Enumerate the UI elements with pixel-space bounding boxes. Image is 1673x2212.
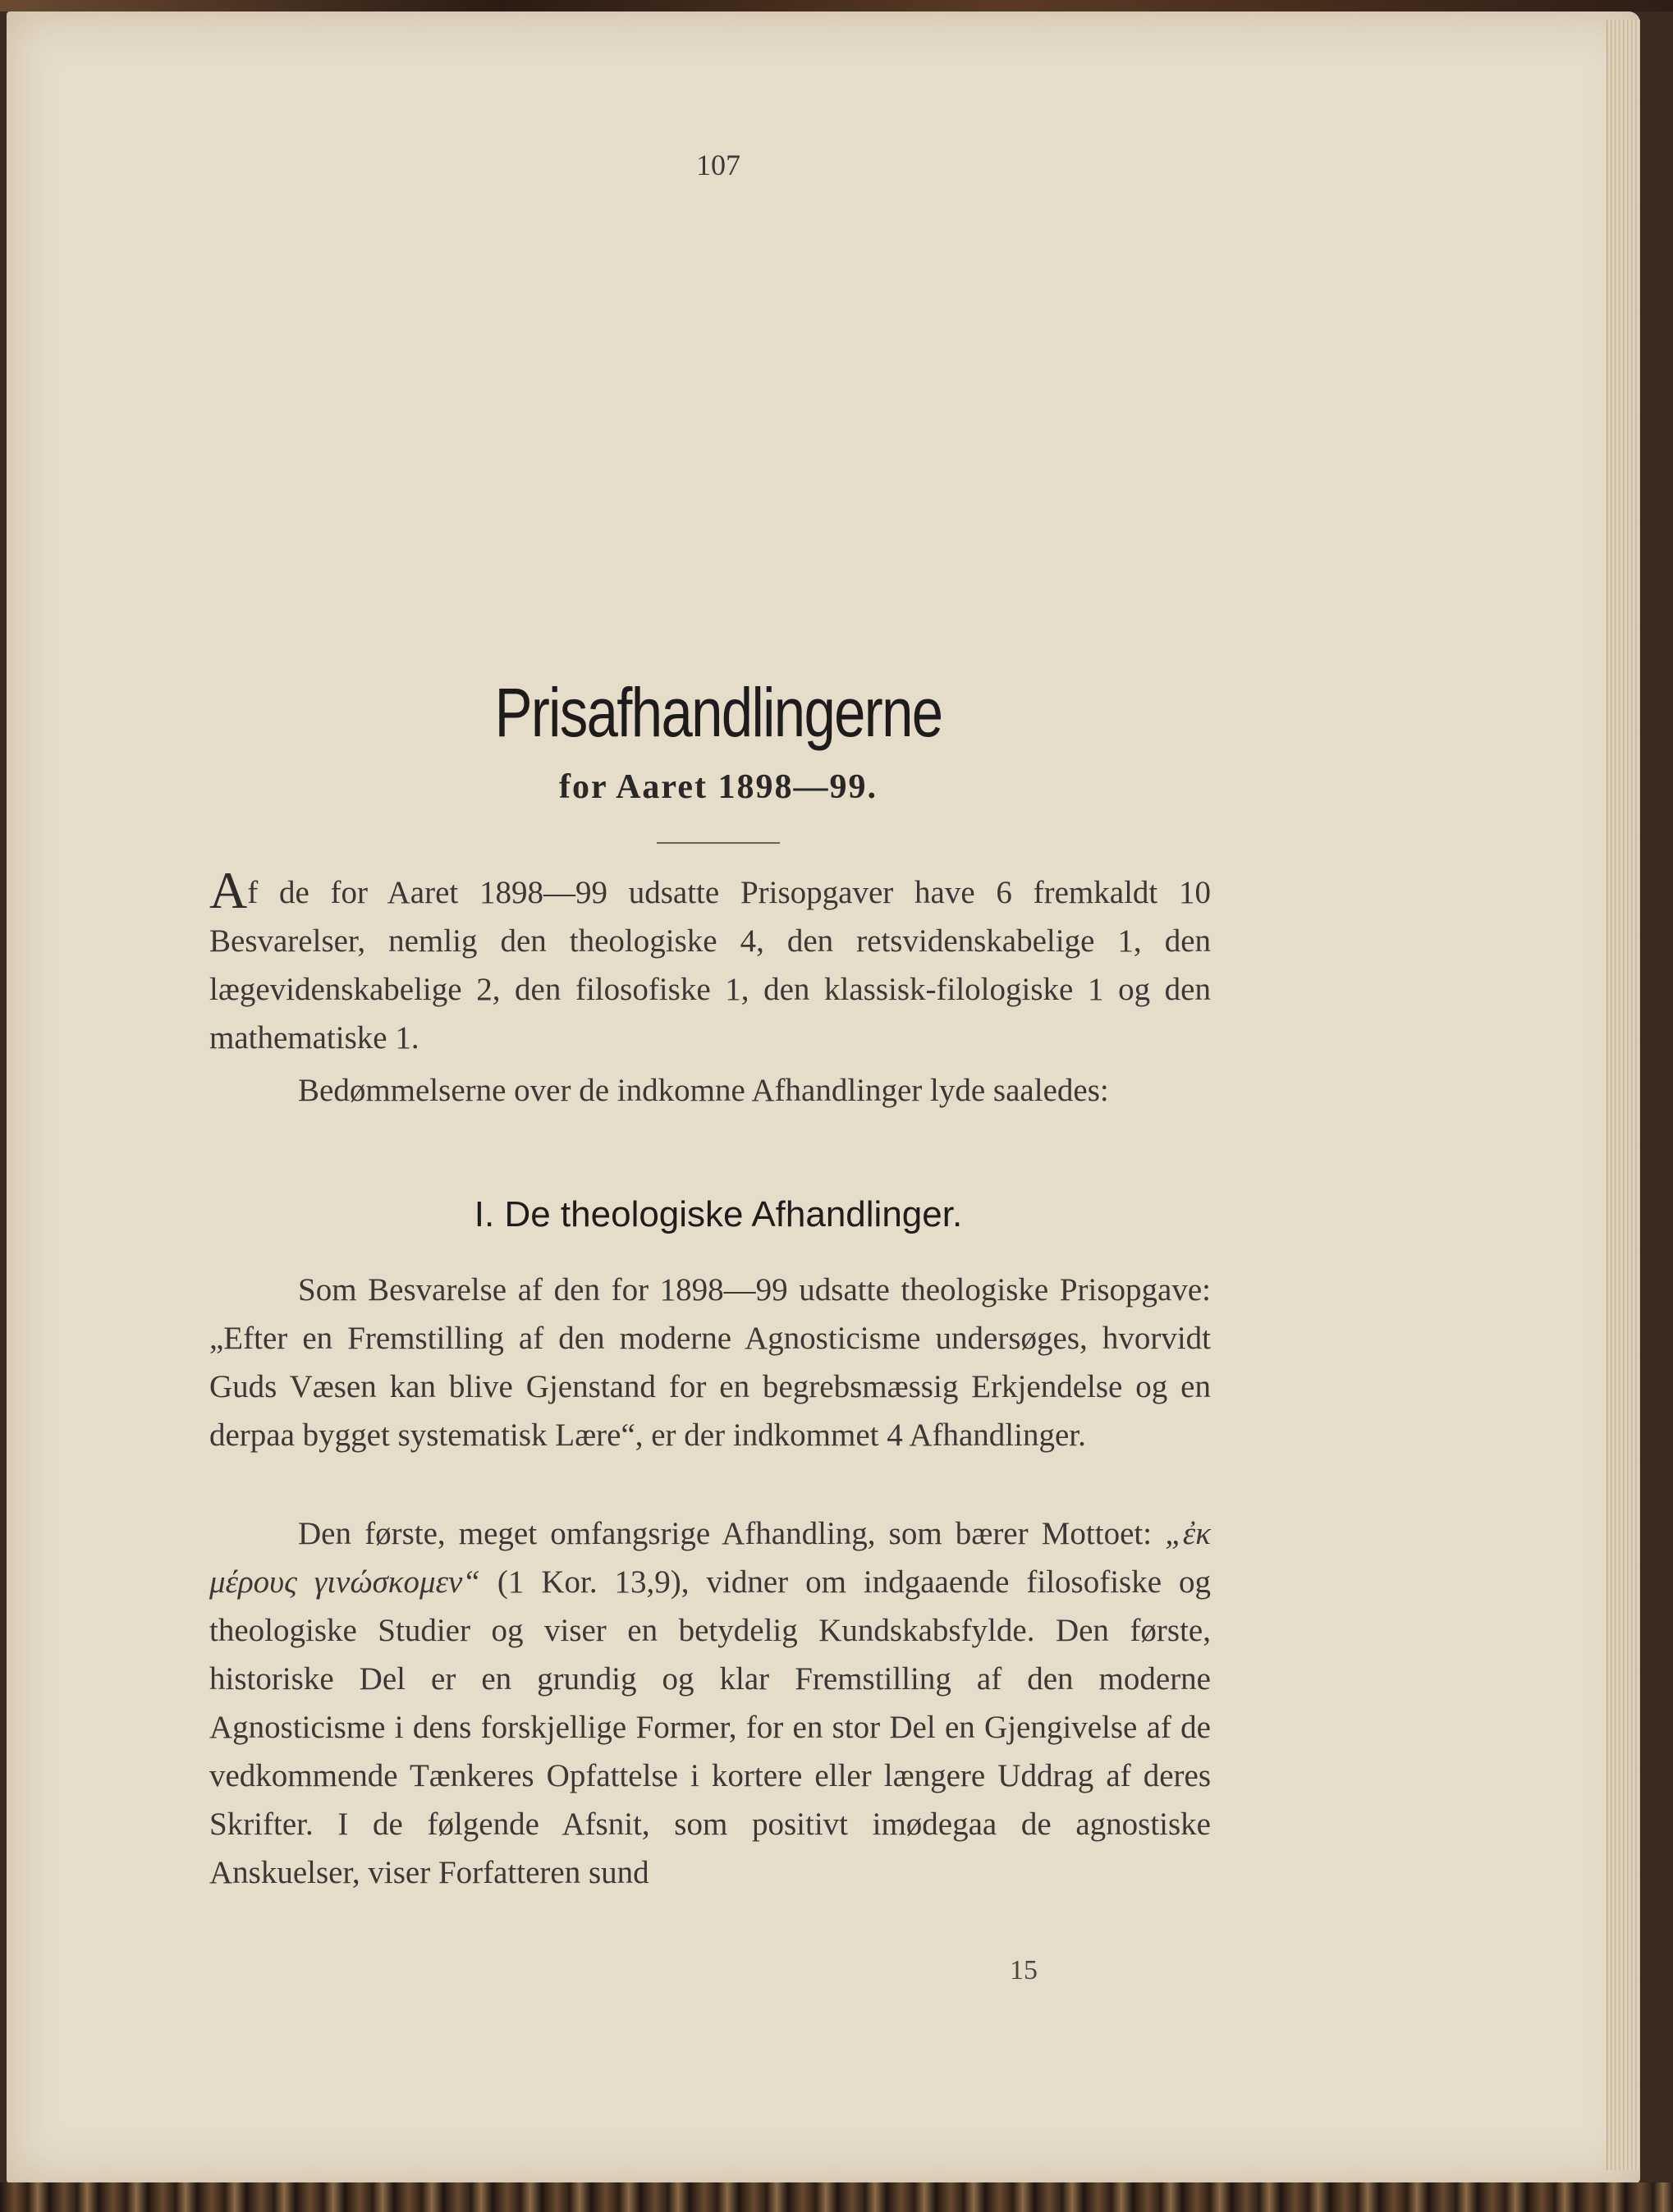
paragraph-assessments xyxy=(209,1066,1211,1115)
paragraph-intro-text: f de for Aaret 1898—99 udsatte Prisopgaver have 6 fremkaldt 10 Besvarelser, nemlig den theologiske 4, den retsvidenskabelige 1, den lægevidenskabelige 2, den filosofiske 1, den klassisk-filologiske 1 og den mathematiske 1. xyxy=(209,875,1211,1056)
page-title: Prisafhandlingerne xyxy=(494,674,942,751)
paragraph-intro xyxy=(209,861,1211,1062)
signature-mark: 15 xyxy=(1010,1955,1038,1985)
drop-cap: A xyxy=(209,861,248,919)
paragraph-prize-question-text: Som Besvarelse af den for 1898—99 udsatte theologiske Prisopgave: „Efter en Fremstilling af den moderne Agnosticisme undersøges, hvorvidt Guds Væsen kan blive Gjenstand for en begrebsmæssig Erkjendelse og en derpaa bygget systematisk Lære“, er der indkommet 4 Afhandlinger. xyxy=(209,1272,1211,1453)
paragraph-first-essay-lead: Den første, meget omfangsrige Afhandling, som bærer Mottoet: xyxy=(298,1516,1166,1551)
page-subtitle: for Aaret 1898—99. xyxy=(559,768,878,806)
page-number: 107 xyxy=(696,149,740,181)
book-spine-top xyxy=(0,0,1673,11)
paragraph-prize-question xyxy=(209,1266,1211,1459)
title-divider xyxy=(657,842,780,844)
paragraph-assessments-text: Bedømmelserne over de indkomne Afhandlinger lyde saaledes: xyxy=(298,1073,1109,1108)
greek-motto: „ἐκ μέρους γινώσκομεν“ xyxy=(209,1516,1211,1600)
book-edge-bottom xyxy=(0,2182,1673,2212)
section-heading: I. De theologiske Afhandlinger. xyxy=(474,1194,963,1234)
paragraph-first-essay-body: (1 Kor. 13,9), vidner om indgaaende filosofiske og theologiske Studier og viser en betydelig Kundskabsfylde. Den første, historiske Del er en grundig og klar Fremstilling af den moderne Agnosticisme i dens forskjellige Former, for en stor Del en Gjengivelse af de vedkommende Tænkeres Opfattelse i kortere eller længere Uddrag af deres Skrifter. I de følgende Afsnit, som positivt imødegaa de agnostiske Anskuelser, viser Forfatteren sund xyxy=(209,1564,1211,1890)
page-edge xyxy=(1607,20,1640,2170)
paragraph-first-essay xyxy=(209,1509,1211,1897)
